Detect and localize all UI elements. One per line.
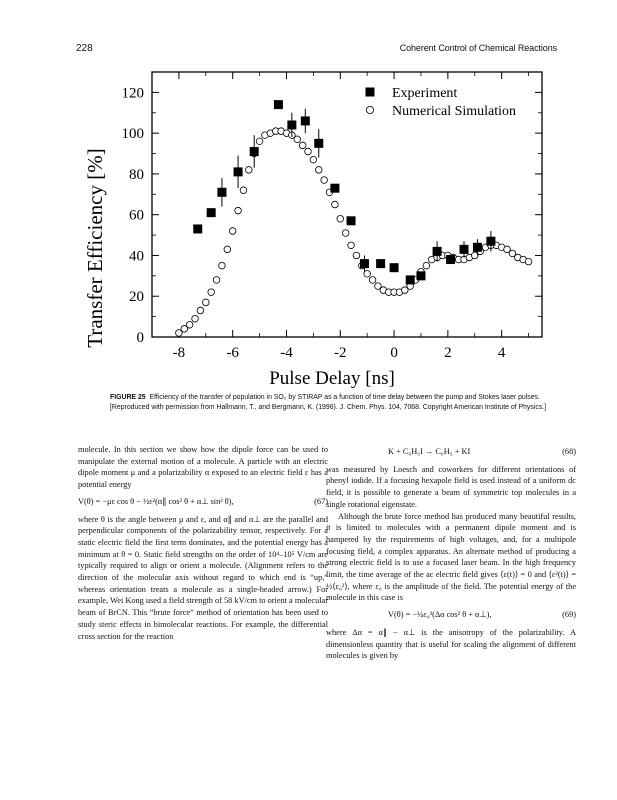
experiment-point (486, 237, 495, 246)
equation-number: (68) (562, 447, 576, 456)
simulation-point (213, 277, 220, 284)
simulation-point (332, 201, 339, 208)
simulation-point (229, 228, 236, 235)
experiment-point (234, 167, 243, 176)
simulation-point (337, 215, 344, 222)
simulation-point (240, 187, 247, 194)
simulation-point (246, 167, 253, 174)
simulation-point (348, 242, 355, 249)
left-column (78, 444, 328, 642)
legend-label-experiment: Experiment (392, 86, 458, 101)
paragraph: was measured by Loesch and coworkers for different orientations of phenyl iodide. If a focusing hexapole field is used instead of a uniform dc field, it is possible to generate a beam of symmetric top molecules in a single rotational eigenstate. (326, 464, 576, 509)
caption-text: Efficiency of the transfer of population in SO₂ by STIRAP as a function of time delay between the pump and Stokes laser pulses. [Reproduced with permission from Hallmann, T., and Bergmann, K. (1996). J. Chem. Phys. 104, 7068. Copyright American Institute of Physics.] (110, 394, 547, 411)
right-column (326, 444, 576, 662)
equation-69 (326, 609, 576, 621)
simulation-point (192, 315, 199, 322)
y-tick-label: 80 (129, 166, 144, 183)
simulation-point (299, 142, 306, 149)
experiment-point (406, 275, 415, 284)
y-tick-label: 120 (121, 85, 144, 102)
simulation-point (294, 136, 301, 143)
experiment-point (390, 263, 399, 272)
simulation-point (219, 262, 226, 269)
simulation-point (342, 230, 349, 237)
experiment-point (416, 271, 425, 280)
x-axis-label: Pulse Delay [ns] (269, 368, 395, 389)
simulation-point (235, 207, 242, 214)
simulation-point (208, 289, 215, 296)
experiment-point (274, 100, 283, 109)
experiment-point (347, 216, 356, 225)
equation-body: K + C₆H₅I → C₆H₅ + KI (388, 447, 471, 456)
legend-marker-simulation (366, 106, 373, 113)
experiment-point (250, 147, 259, 156)
simulation-point (197, 307, 204, 314)
figure-25-chart (80, 64, 560, 390)
simulation-point (315, 167, 322, 174)
y-tick-label: 40 (129, 248, 144, 265)
experiment-point (207, 208, 216, 217)
simulation-point (310, 156, 317, 163)
equation-68 (326, 446, 576, 458)
x-tick-label: -2 (334, 345, 347, 361)
experiment-point (217, 188, 226, 197)
paragraph: molecule. In this section we show how the dipole force can be used to manipulate the external motion of a molecule. A particle with an electric dipole moment μ and a polarizability α exposed to an electric field ε has a potential energy (78, 445, 328, 490)
y-tick-label: 100 (121, 126, 144, 143)
x-tick-label: -6 (226, 345, 239, 361)
experiment-point (314, 139, 323, 148)
experiment-point (460, 245, 469, 254)
x-tick-label: 4 (497, 345, 506, 361)
simulation-point (525, 258, 532, 265)
experiment-point (193, 224, 202, 233)
x-tick-label: 2 (444, 345, 452, 361)
paragraph: Although the brute force method has produced many beautiful results, it is limited to molecules with a permanent dipole moment and is hampered by the requirements of high voltages, and, for a multipole focusing field, a complex apparatus. An alternate method of producing a strong electric field is to use a focused laser beam. In the high frequency limit, the time average of the ac electric field gives ⟨ε(t)⟩ = 0 and ⟨ε²(t)⟩ = ½⟨ε₀²⟩, where ε₀ is the amplitude of the field. The potential energy of the molecule in this case is (326, 511, 576, 603)
simulation-point (202, 299, 209, 306)
plot-area (122, 72, 543, 361)
experiment-point (287, 121, 296, 130)
equation-body: V(θ) = −με cos θ − ½ε²(α∥ cos² θ + α⊥ sin² θ), (78, 496, 234, 506)
y-axis-label: Transfer Efficiency [%] (83, 148, 107, 348)
y-tick-label: 60 (129, 207, 144, 224)
y-tick-label: 0 (136, 330, 144, 346)
simulation-point (224, 246, 231, 253)
experiment-point (433, 247, 442, 256)
legend-label-simulation: Numerical Simulation (392, 104, 517, 119)
y-tick-label: 20 (129, 289, 144, 306)
caption-label: FIGURE 25 (110, 394, 146, 401)
simulation-point (186, 321, 193, 328)
x-tick-label: 0 (390, 345, 398, 361)
simulation-point (353, 252, 360, 259)
experiment-point (376, 259, 385, 268)
running-head: Coherent Control of Chemical Reactions (399, 43, 557, 53)
paragraph: where Δα = α∥ − α⊥ is the anisotropy of the polarizability. A dimensionless quantity that is useful for scaling the alignment of different molecules is given by (326, 627, 576, 661)
simulation-point (256, 138, 263, 145)
simulation-point (369, 277, 376, 284)
experiment-point (301, 116, 310, 125)
simulation-point (321, 177, 328, 184)
page-number: 228 (76, 43, 93, 54)
equation-number: (67) (314, 496, 328, 506)
equation-body: V(θ) = −¼ε₀²(Δα cos² θ + α⊥), (388, 610, 492, 620)
legend-marker-experiment (366, 88, 375, 97)
experiment-point (330, 184, 339, 193)
equation-number: (69) (562, 610, 576, 620)
figure-caption (110, 393, 565, 412)
paragraph: where θ is the angle between μ and ε, and α∥ and α⊥ are the parallel and perpendicular components of the polarizability tensor, respectively. For a static electric field the first term dominates, and the potential energy has a minimum at θ = 0. Static field strengths on the order of 10⁴–10⁵ V/cm are typically required to align or orient a molecule. (Alignment refers to the direction of the molecular axis without regard to which end is “up,” whereas orientation treats a molecule as a single-headed arrow.) For example, Wei Kong used a field strength of 58 kV/cm to orient a molecular beam of BrCN. This “brute force” method of orientation has been used to study steric effects in bimolecular reactions. For example, the differential cross section for the reaction (78, 514, 328, 641)
experiment-point (360, 259, 369, 268)
simulation-point (305, 148, 312, 155)
experiment-point (473, 243, 482, 252)
simulation-point (423, 262, 430, 269)
equation-67 (78, 496, 328, 508)
x-tick-label: -4 (280, 345, 293, 361)
x-tick-label: -8 (172, 345, 186, 361)
experiment-point (446, 255, 455, 264)
